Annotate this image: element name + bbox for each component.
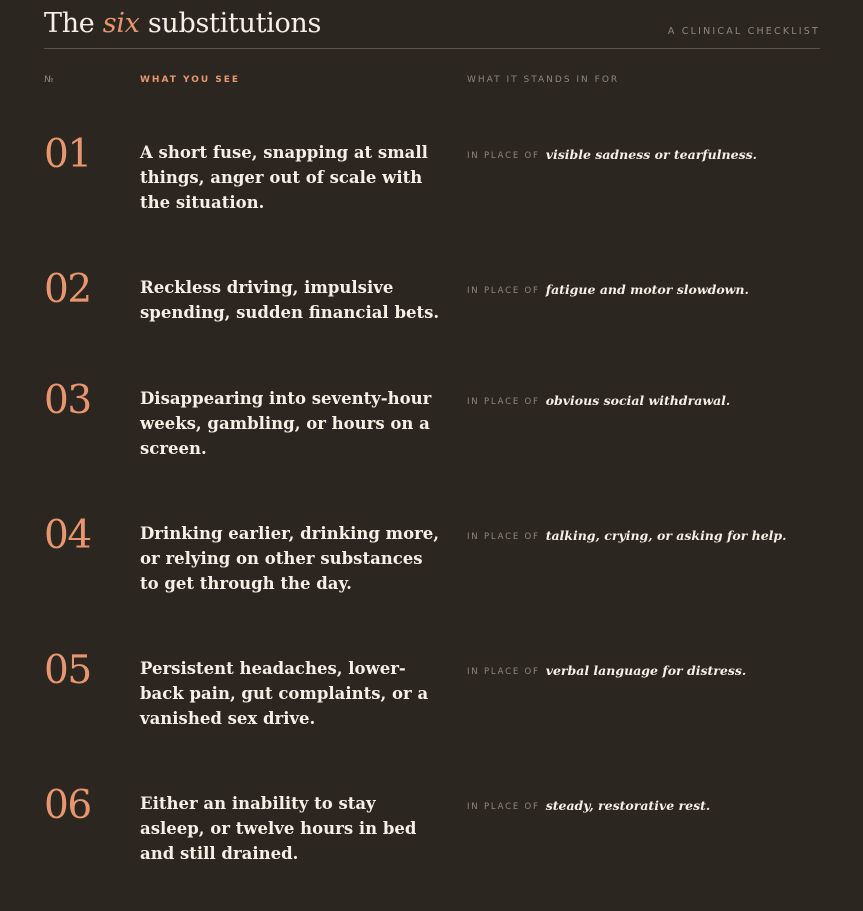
row-what-you-see: Reckless driving, impulsive spending, sudden financial bets. xyxy=(140,278,440,322)
stands-in-for-value: obvious social withdrawal. xyxy=(545,393,731,408)
row-stands-in-for xyxy=(467,279,807,298)
checklist-page xyxy=(44,0,820,900)
in-place-of-label: IN PLACE OF xyxy=(467,667,540,677)
row-what-you-see: Drinking earlier, drinking more, or relying on other substances to get through the day. xyxy=(140,524,440,593)
title-end: substitutions xyxy=(139,8,322,39)
checklist-row xyxy=(44,132,820,260)
row-stands-in-for xyxy=(467,390,807,409)
column-header-what-you-see: WHAT YOU SEE xyxy=(140,75,241,85)
row-what-you-see: A short fuse, snapping at small things, anger out of scale with the situation. xyxy=(140,143,428,212)
in-place-of-label: IN PLACE OF xyxy=(467,532,540,542)
title-start: The xyxy=(44,8,103,39)
title-accent-word: six xyxy=(102,8,140,39)
in-place-of-label: IN PLACE OF xyxy=(467,286,540,296)
checklist-row xyxy=(44,378,820,506)
stands-in-for-value: fatigue and motor slowdown. xyxy=(545,282,749,297)
checklist-row xyxy=(44,783,820,911)
in-place-of-label: IN PLACE OF xyxy=(467,151,540,161)
row-number: 03 xyxy=(44,378,91,423)
stands-in-for-value: visible sadness or tearfulness. xyxy=(545,147,757,162)
row-number: 01 xyxy=(44,132,91,177)
row-stands-in-for xyxy=(467,525,807,544)
row-stands-in-for xyxy=(467,795,807,814)
row-stands-in-for xyxy=(467,144,807,163)
row-number: 04 xyxy=(44,513,91,558)
row-what-you-see: Disappearing into seventy-hour weeks, gambling, or hours on a screen. xyxy=(140,389,432,458)
in-place-of-label: IN PLACE OF xyxy=(467,802,540,812)
stands-in-for-value: verbal language for distress. xyxy=(545,663,747,678)
row-number: 02 xyxy=(44,267,91,312)
page-header xyxy=(44,6,820,49)
page-title xyxy=(44,8,321,39)
checklist-row xyxy=(44,648,820,776)
column-header-what-it-stands-in-for: WHAT IT STANDS IN FOR xyxy=(467,75,620,85)
row-what-you-see: Persistent headaches, lower-back pain, gut complaints, or a vanished sex drive. xyxy=(140,659,429,728)
row-stands-in-for xyxy=(467,660,807,679)
row-what-you-see: Either an inability to stay asleep, or twelve hours in bed and still drained. xyxy=(140,794,417,863)
row-number: 05 xyxy=(44,648,91,693)
header-kicker: A CLINICAL CHECKLIST xyxy=(667,26,820,37)
row-number: 06 xyxy=(44,783,91,828)
checklist-row xyxy=(44,267,820,395)
in-place-of-label: IN PLACE OF xyxy=(467,397,540,407)
stands-in-for-value: steady, restorative rest. xyxy=(545,798,711,813)
stands-in-for-value: talking, crying, or asking for help. xyxy=(545,528,787,543)
checklist-row xyxy=(44,513,820,641)
column-header-number: № xyxy=(44,75,54,85)
